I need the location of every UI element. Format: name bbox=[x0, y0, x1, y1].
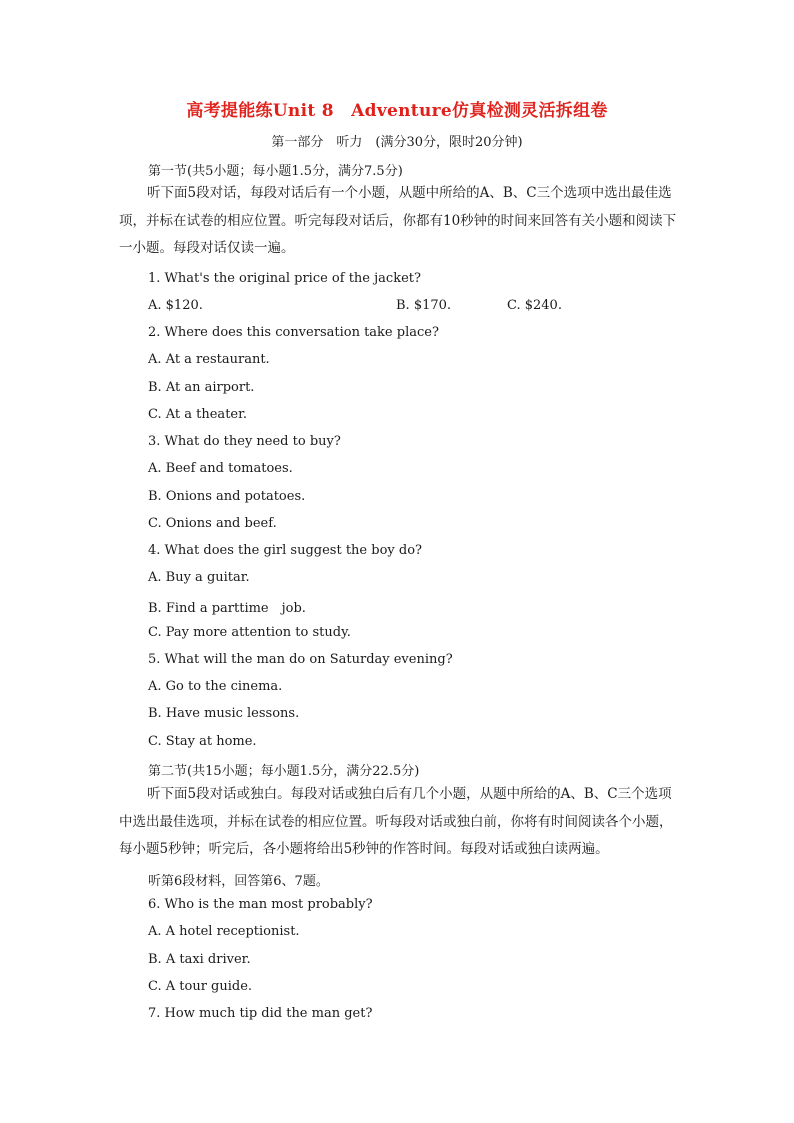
option-c: C. Onions and beef. bbox=[148, 516, 277, 531]
section1-instructions: 听下面5段对话，每段对话后有一个小题，从题中所给的A、B、C三个选项中选出最佳选项，并标在试卷的相应位置。听完每段对话后，你都有10秒钟的时间来回答有关小题和阅读下一小题。每段对话仅读一遍。 bbox=[119, 185, 677, 256]
section2-header: 第二节(共15小题；每小题1.5分，满分22.5分) bbox=[148, 764, 420, 779]
question-3: 3. What do they need to buy? bbox=[148, 434, 341, 449]
option-a: A. Buy a guitar. bbox=[148, 570, 250, 585]
material-6-note: 听第6段材料，回答第6、7题。 bbox=[148, 874, 329, 889]
section1-header: 第一节(共5小题；每小题1.5分，满分7.5分) bbox=[148, 164, 403, 179]
question-7: 7. How much tip did the man get? bbox=[148, 1006, 373, 1021]
option-b: B. Have music lessons. bbox=[148, 706, 300, 721]
document-title: 高考提能练Unit 8 Adventure仿真检测灵活拆组卷 bbox=[186, 101, 608, 121]
question-1-options bbox=[148, 298, 648, 316]
option-c: C. Stay at home. bbox=[148, 734, 257, 749]
option-a: A. $120. bbox=[148, 298, 203, 313]
question-4: 4. What does the girl suggest the boy do? bbox=[148, 543, 423, 558]
option-b: B. Onions and potatoes. bbox=[148, 489, 306, 504]
option-b: B. $170. bbox=[396, 298, 452, 313]
question-1: 1. What's the original price of the jacket? bbox=[148, 271, 421, 286]
question-2: 2. Where does this conversation take place? bbox=[148, 325, 439, 340]
option-c: C. $240. bbox=[507, 298, 562, 313]
part-header: 第一部分 听力 (满分30分，限时20分钟) bbox=[271, 135, 523, 150]
option-b: B. A taxi driver. bbox=[148, 952, 251, 967]
option-a: A. Go to the cinema. bbox=[148, 679, 283, 694]
option-c: C. Pay more attention to study. bbox=[148, 625, 351, 640]
option-a: A. At a restaurant. bbox=[148, 352, 270, 367]
section2-instructions: 听下面5段对话或独白。每段对话或独白后有几个小题，从题中所给的A、B、C三个选项中选出最佳选项，并标在试卷的相应位置。听每段对话或独白前，你将有时间阅读各个小题，每小题5秒钟；听完后，各小题将给出5秒钟的作答时间。每段对话或独白读两遍。 bbox=[119, 786, 673, 857]
option-b: B. At an airport. bbox=[148, 380, 255, 395]
option-c: C. A tour guide. bbox=[148, 979, 253, 994]
option-a: A. Beef and tomatoes. bbox=[148, 461, 293, 476]
option-c: C. At a theater. bbox=[148, 407, 248, 422]
option-b: B. Find a parttime job. bbox=[148, 601, 306, 616]
option-a: A. A hotel receptionist. bbox=[148, 924, 300, 939]
question-6: 6. Who is the man most probably? bbox=[148, 897, 373, 912]
question-5: 5. What will the man do on Saturday evening? bbox=[148, 652, 453, 667]
